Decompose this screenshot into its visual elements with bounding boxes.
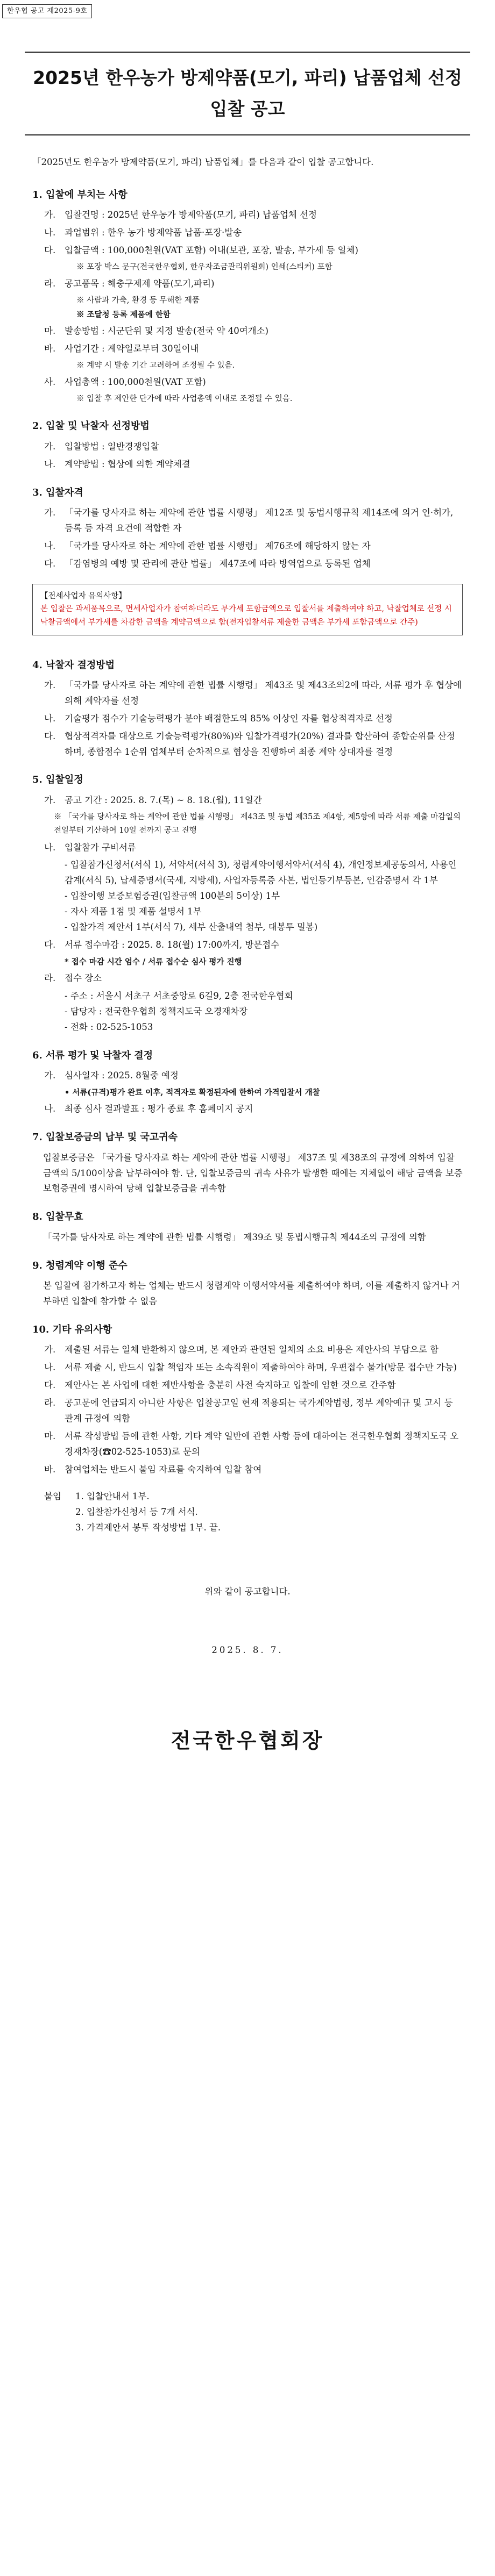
s10-item-e (44, 1429, 463, 1460)
section-2 (32, 418, 463, 472)
s4-item-b (44, 711, 463, 727)
section-8-title: 8. 입찰무효 (32, 1211, 83, 1223)
item-text: 사업기간 : 계약일로부터 30일이내 (65, 343, 199, 354)
attachment-item: 3. 가격제안서 봉투 작성방법 1부. 끝. (75, 1522, 221, 1533)
item-text: 서류 작성방법 등에 관한 사항, 기타 계약 일반에 관한 사항 등에 대하여는 전국한우협회 정책지도국 오경재차장(☎02-525-1053)로 문의 (65, 1430, 459, 1457)
item-label: 가. (44, 1070, 56, 1081)
s10-item-c (44, 1378, 463, 1393)
item-label: 가. (44, 507, 56, 518)
item-text: 입찰금액 : 100,000천원(VAT 포함) 이내(보관, 포장, 발송, 부가세 등 일체) (65, 245, 358, 256)
section-8 (32, 1208, 463, 1245)
section-6-title: 6. 서류 평가 및 낙찰자 결정 (32, 1049, 153, 1061)
closing-text: 위와 같이 공고합니다. (204, 1586, 291, 1597)
attachment-item: 2. 입찰참가신청서 등 7개 서식. (75, 1507, 198, 1518)
item-label: 바. (44, 343, 56, 354)
section-5-title: 5. 입찰일정 (32, 774, 83, 786)
s1-note-c: ※ 포장 박스 문구(전국한우협회, 한우자조금관리위원회) 인쇄(스티커) 포함 (76, 263, 333, 271)
attachments (44, 1489, 463, 1536)
item-text: 제출된 서류는 일체 반환하지 않으며, 본 제안과 관련된 일체의 소요 비용은 제안사의 부담으로 함 (65, 1344, 439, 1355)
section-7 (32, 1129, 463, 1197)
s5-item-a (44, 793, 463, 808)
item-label: 나. (44, 842, 56, 853)
item-label: 가. (44, 680, 56, 691)
attachment-item: 1. 입찰안내서 1부. (75, 1491, 150, 1502)
section-4 (32, 657, 463, 760)
item-text: 공고문에 언급되지 아니한 사항은 입찰공고일 현재 적용되는 국가계약법령, 정부 계약예규 및 고시 등 관계 규정에 의함 (65, 1398, 453, 1423)
s5-item-c (44, 938, 463, 953)
item-text: 접수 장소 (65, 973, 102, 984)
section-7-title: 7. 입찰보증금의 납부 및 국고귀속 (32, 1132, 178, 1143)
s1-item-f (44, 341, 463, 357)
item-label: 가. (44, 795, 56, 805)
s5-note-c: * 접수 마감 시간 엄수 / 서류 접수순 심사 평가 진행 (65, 957, 242, 967)
s1-item-d (44, 276, 463, 292)
list-item: - 담당자 : 전국한우협회 정책지도국 오경재차장 (65, 1006, 248, 1017)
section-1-title: 1. 입찰에 부치는 사항 (32, 189, 128, 201)
item-label: 다. (44, 939, 56, 950)
tax-exempt-notice-text: 본 입찰은 과세품목으로, 면세사업자가 참여하더라도 부가세 포함금액으로 입찰서를 제출하여야 하고, 낙찰업체로 선정 시 낙찰금액에서 부가세를 차감한 금액을 계약금액으로 함(전자입찰서류 제출한 금액은 부가세 포함금액으로 간주) (40, 605, 452, 627)
item-label: 다. (44, 731, 56, 741)
section-4-title: 4. 낙찰자 결정방법 (32, 659, 115, 671)
section-9-title: 9. 청렴계약 이행 준수 (32, 1260, 128, 1271)
s5-item-b (44, 840, 463, 856)
item-label: 바. (44, 1464, 56, 1475)
s1-item-e (44, 324, 463, 339)
item-label: 나. (44, 1104, 56, 1114)
s2-item-b (44, 457, 463, 473)
s6-item-a (44, 1068, 463, 1084)
notice-date: 2025. 8. 7. (211, 1644, 284, 1655)
issuer-name: 전국한우협회장 (171, 1728, 324, 1752)
s10-item-d (44, 1396, 463, 1427)
attachment-row (44, 1505, 463, 1520)
section-8-text: 「국가를 당사자로 하는 계약에 관한 법률 시행령」 제39조 및 동법시행규칙 제44조의 규정에 의함 (43, 1232, 426, 1242)
item-text: 공고품목 : 해충구제제 약품(모기,파리) (65, 278, 215, 289)
item-label: 라. (44, 278, 56, 289)
item-label: 다. (44, 558, 56, 569)
s3-item-b (44, 539, 463, 554)
s1-note-f: ※ 계약 시 발송 기간 고려하여 조정될 수 있음. (76, 361, 235, 370)
title-bottom-rule (25, 134, 470, 135)
item-label: 마. (44, 1430, 56, 1441)
item-text: 서류 제출 시, 반드시 입찰 책임자 또는 소속직원이 제출하여야 하며, 우편접수 불가(방문 접수만 가능) (65, 1362, 457, 1373)
item-text: 「국가를 당사자로 하는 계약에 관한 법률 시행령」 제12조 및 동법시행규칙 제14조에 의거 인·허가, 등록 등 자격 요건에 적합한 자 (65, 507, 454, 533)
attachment-label: 붙임 (44, 1491, 61, 1502)
item-label: 라. (44, 973, 56, 984)
item-label: 다. (44, 245, 56, 256)
item-text: 「국가를 당사자로 하는 계약에 관한 법률 시행령」 제43조 및 제43조의2에 따라, 서류 평가 후 협상에 의해 계약자를 선정 (65, 680, 462, 706)
list-item: - 입찰이행 보증보험증권(입찰금액 100분의 5이상) 1부 (65, 891, 280, 901)
s1-item-b (44, 225, 463, 241)
item-text: 과업범위 : 한우 농가 방제약품 납품·포장·발송 (65, 227, 242, 238)
section-9-text: 본 입찰에 참가하고자 하는 업체는 반드시 청렴계약 이행서약서를 제출하여야 하며, 이를 제출하지 않거나 거부하면 입찰에 참가할 수 없음 (43, 1280, 460, 1307)
item-label: 마. (44, 326, 56, 336)
section-6 (32, 1047, 463, 1118)
section-9 (32, 1257, 463, 1310)
item-label: 가. (44, 441, 56, 452)
s1-note-g: ※ 입찰 후 제안한 단가에 따라 사업총액 이내로 조정될 수 있음. (76, 395, 293, 403)
s10-item-b (44, 1360, 463, 1376)
item-text: 사업총액 : 100,000천원(VAT 포함) (65, 377, 206, 388)
s5-item-d (44, 971, 463, 986)
item-label: 나. (44, 713, 56, 724)
s1-note-d2: ※ 조달청 등록 제품에 한함 (76, 310, 171, 319)
s10-item-f (44, 1462, 463, 1478)
item-text: 심사일자 : 2025. 8월중 예정 (65, 1070, 179, 1081)
list-item: - 입찰참가신청서(서식 1), 서약서(서식 3), 청렴계약이행서약서(서식 4), 개인정보제공동의서, 사용인감계(서식 5), 납세증명서(국세, 지방세), 사업자등록증 사본, 법인등기부등본, 인감증명서 각 1부 (65, 860, 457, 886)
s5-note-a: ※ 「국가를 당사자로 하는 계약에 관한 법률 시행령」 제43조 및 동법 제35조 제4항, 제5항에 따라 서류 제출 마감일의 전일부터 기산하여 10일 전까지 공고 진행 (54, 812, 461, 835)
item-text: 제안사는 본 사업에 대한 제반사항을 충분히 사전 숙지하고 입찰에 임한 것으로 간주함 (65, 1380, 396, 1391)
s4-item-a (44, 678, 463, 709)
item-text: 발송방법 : 시군단위 및 지정 발송(전국 약 40여개소) (65, 326, 268, 336)
item-label: 가. (44, 1344, 56, 1355)
item-label: 나. (44, 227, 56, 238)
item-label: 라. (44, 1398, 56, 1408)
section-3 (32, 484, 463, 572)
section-2-title: 2. 입찰 및 낙찰자 선정방법 (32, 420, 150, 432)
item-text: 「감염병의 예방 및 관리에 관한 법률」 제47조에 따라 방역업으로 등록된 업체 (65, 558, 371, 569)
list-item: - 자사 제품 1점 및 제품 설명서 1부 (65, 906, 202, 917)
item-text: 서류 접수마감 : 2025. 8. 18(월) 17:00까지, 방문접수 (65, 939, 280, 950)
attachment-row (44, 1520, 463, 1536)
list-item: - 전화 : 02-525-1053 (65, 1021, 153, 1032)
s1-item-g (44, 375, 463, 390)
section-10 (32, 1321, 463, 1478)
s3-item-c (44, 556, 463, 572)
section-3-title: 3. 입찰자격 (32, 486, 83, 498)
item-text: 기술평가 점수가 기술능력평가 분야 배점한도의 85% 이상인 자를 협상적격자로 선정 (65, 713, 393, 724)
item-text: 참여업체는 반드시 불임 자료를 숙지하여 입찰 참여 (65, 1464, 262, 1475)
title-line-2: 입찰 공고 (210, 98, 285, 119)
s1-note-d1: ※ 사람과 가축, 환경 등 무해한 제품 (76, 296, 200, 305)
list-item: - 주소 : 서울시 서초구 서초중앙로 6길9, 2층 전국한우협회 (65, 990, 293, 1001)
item-text: 「국가를 당사자로 하는 계약에 관한 법률 시행령」 제76조에 해당하지 않는 자 (65, 540, 371, 551)
s1-item-a (44, 207, 463, 223)
s6-item-b (44, 1101, 463, 1117)
list-item: - 입찰가격 제안서 1부(서식 7), 세부 산출내역 첨부, 대봉투 밀봉) (65, 921, 318, 932)
tax-exempt-notice-box (32, 584, 463, 635)
section-5 (32, 771, 463, 1035)
item-label: 나. (44, 459, 56, 469)
item-label: 나. (44, 1362, 56, 1373)
s3-item-a (44, 505, 463, 536)
item-text: 계약방법 : 협상에 의한 계약체결 (65, 459, 190, 469)
tax-exempt-notice-title: 【전세사업자 유의사항】 (40, 591, 126, 600)
title-line-1: 2025년 한우농가 방제약품(모기, 파리) 납품업체 선정 (33, 67, 462, 88)
item-label: 가. (44, 210, 56, 220)
notice-body (32, 155, 463, 1758)
section-10-title: 10. 기타 유의사항 (32, 1323, 112, 1335)
attachment-row (44, 1489, 463, 1505)
item-text: 공고 기간 : 2025. 8. 7.(목) ~ 8. 18.(월), 11일간 (65, 795, 262, 805)
item-text: 입찰건명 : 2025년 한우농가 방제약품(모기, 파리) 납품업체 선정 (65, 210, 317, 220)
s4-item-c (44, 729, 463, 760)
section-1 (32, 187, 463, 406)
item-text: 입찰방법 : 일반경쟁입찰 (65, 441, 159, 452)
intro-text: 「2025년도 한우농가 방제약품(모기, 파리) 납품업체」를 다음과 같이 입찰 공고합니다. (32, 157, 374, 167)
s1-item-c (44, 243, 463, 259)
item-label: 사. (44, 377, 56, 388)
title-block (0, 52, 495, 125)
s2-item-a (44, 439, 463, 455)
section-7-text: 입찰보증금은 「국가를 당사자로 하는 계약에 관한 법률 시행령」 제37조 및 제38조의 규정에 의하여 입찰금액의 5/100이상을 납부하여야 함. 단, 입찰보증금의 귀속 사유가 발생한 때에는 지체없이 해당 금액을 보증보험증권에 명시하여 당해 입찰보증금을 귀속함 (43, 1152, 463, 1194)
s6-note-a: • 서류(규격)평가 완료 이후, 적격자로 확정된자에 한하여 가격입찰서 개찰 (65, 1087, 320, 1097)
item-label: 다. (44, 1380, 56, 1391)
item-text: 협상적격자를 대상으로 기술능력평가(80%)와 입찰가격평가(20%) 결과를 합산하여 종합순위를 산정하며, 종합점수 1순위 업체부터 순차적으로 협상을 진행하여 최종 계약 상대자를 결정 (65, 731, 455, 757)
notice-number: 한우협 공고 제2025-9호 (2, 4, 92, 18)
item-label: 나. (44, 540, 56, 551)
item-text: 최종 심사 결과발표 : 평가 종료 후 홈페이지 공지 (65, 1104, 253, 1114)
item-text: 입찰참가 구비서류 (65, 842, 136, 853)
s10-item-a (44, 1342, 463, 1358)
